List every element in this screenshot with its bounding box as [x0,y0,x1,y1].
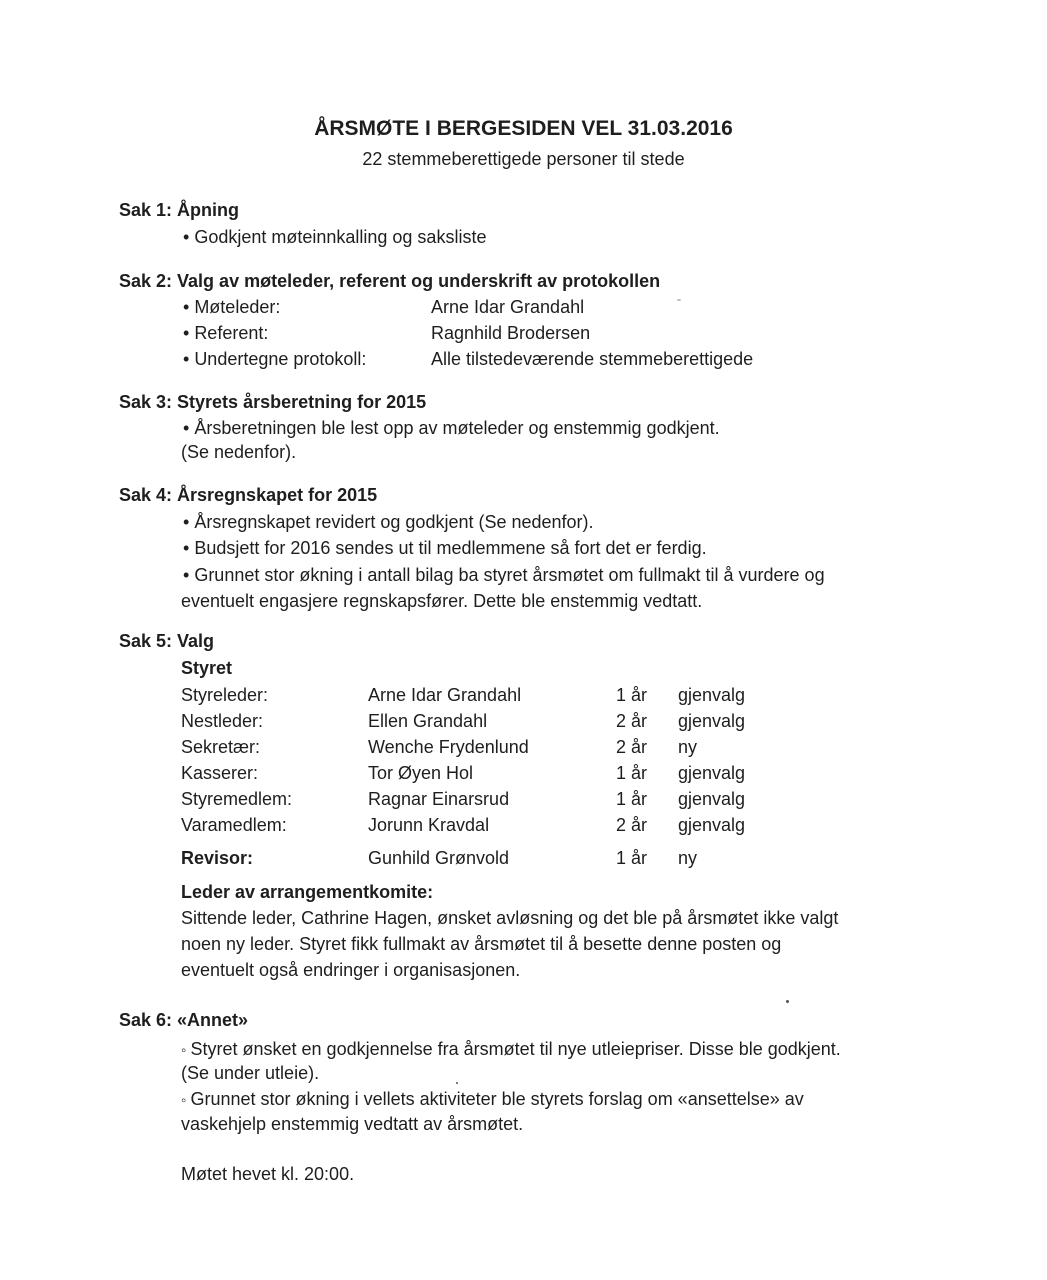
board-status: gjenvalg [678,815,746,835]
sak4-item3-line2: eventuelt engasjere regnskapsfører. Dette ble enstemmig vedtatt. [181,591,703,611]
sak6-item2-line1: ◦ Grunnet stor økning i vellets aktiviteter ble styrets forslag om «ansettelse» av [181,1089,804,1110]
sak2-label-referent: • Referent: [183,323,268,344]
board-role: Styreleder: [181,685,269,705]
sak2-value-referent: Ragnhild Brodersen [431,323,591,343]
scan-speck [456,1082,458,1084]
sak3-line1: • Årsberetningen ble lest opp av møteleder og enstemmig godkjent. [183,418,720,439]
sak2-label-moteleder: • Møteleder: [183,297,280,318]
board-name: Jorunn Kravdal [368,815,490,835]
scan-speck [786,1000,789,1003]
board-term: 2 år [616,815,648,835]
sak4-item2: • Budsjett for 2016 sendes ut til medlemmene så fort det er ferdig. [183,538,707,559]
board-term: 1 år [616,763,648,783]
sak6-item2-line2: vaskehjelp enstemmig vedtatt av årsmøtet. [181,1114,524,1134]
board-role: Kasserer: [181,763,259,783]
sak5-heading: Sak 5: Valg [119,631,215,651]
revisor-status: ny [678,848,698,868]
komite-line-3: eventuelt også endringer i organisasjonen. [181,960,521,980]
board-term: 2 år [616,737,648,757]
sak5-subheading: Styret [181,658,233,678]
revisor-term: 1 år [616,848,648,868]
page-subtitle: 22 stemmeberettigede personer til stede [362,149,685,169]
board-role: Sekretær: [181,737,261,757]
sak1-heading: Sak 1: Åpning [119,200,240,220]
scan-speck [677,299,681,301]
komite-line-2: noen ny leder. Styret fikk fullmakt av årsmøtet til å besette denne posten og [181,934,782,954]
sak4-item1: • Årsregnskapet revidert og godkjent (Se nedenfor). [183,512,594,533]
board-name: Ragnar Einarsrud [368,789,510,809]
sak2-heading: Sak 2: Valg av møteleder, referent og underskrift av protokollen [119,271,661,291]
board-name: Arne Idar Grandahl [368,685,522,705]
komite-heading: Leder av arrangementkomite: [181,882,434,902]
komite-line-1: Sittende leder, Cathrine Hagen, ønsket avløsning og det ble på årsmøtet ikke valgt [181,908,839,928]
sak3-heading: Sak 3: Styrets årsberetning for 2015 [119,392,427,412]
board-term: 2 år [616,711,648,731]
revisor-role: Revisor: [181,848,254,868]
sak2-label-protokoll: • Undertegne protokoll: [183,349,366,370]
sak6-item1-line2: (Se under utleie). [181,1063,320,1083]
board-role: Nestleder: [181,711,264,731]
board-term: 1 år [616,685,648,705]
board-role: Varamedlem: [181,815,287,835]
board-term: 1 år [616,789,648,809]
board-name: Tor Øyen Hol [368,763,474,783]
sak6-item1-line1: ◦ Styret ønsket en godkjennelse fra årsmøtet til nye utleiepriser. Disse ble godkjent. [181,1039,841,1060]
sak4-heading: Sak 4: Årsregnskapet for 2015 [119,485,378,505]
board-status: ny [678,737,698,757]
sak3-line2: (Se nedenfor). [181,442,297,462]
board-status: gjenvalg [678,763,746,783]
board-status: gjenvalg [678,685,746,705]
sak2-value-protokoll: Alle tilstedeværende stemmeberettigede [431,349,754,369]
board-name: Wenche Frydenlund [368,737,529,757]
revisor-name: Gunhild Grønvold [368,848,510,868]
board-name: Ellen Grandahl [368,711,488,731]
board-role: Styremedlem: [181,789,293,809]
sak4-item3-line1: • Grunnet stor økning i antall bilag ba styret årsmøtet om fullmakt til å vurdere og [183,565,825,586]
page-title: ÅRSMØTE I BERGESIDEN VEL 31.03.2016 [314,117,733,140]
sak2-value-moteleder: Arne Idar Grandahl [431,297,585,317]
board-status: gjenvalg [678,711,746,731]
closing-note: Møtet hevet kl. 20:00. [181,1164,355,1184]
sak6-heading: Sak 6: «Annet» [119,1010,249,1030]
board-status: gjenvalg [678,789,746,809]
sak1-item: • Godkjent møteinnkalling og saksliste [183,227,486,248]
